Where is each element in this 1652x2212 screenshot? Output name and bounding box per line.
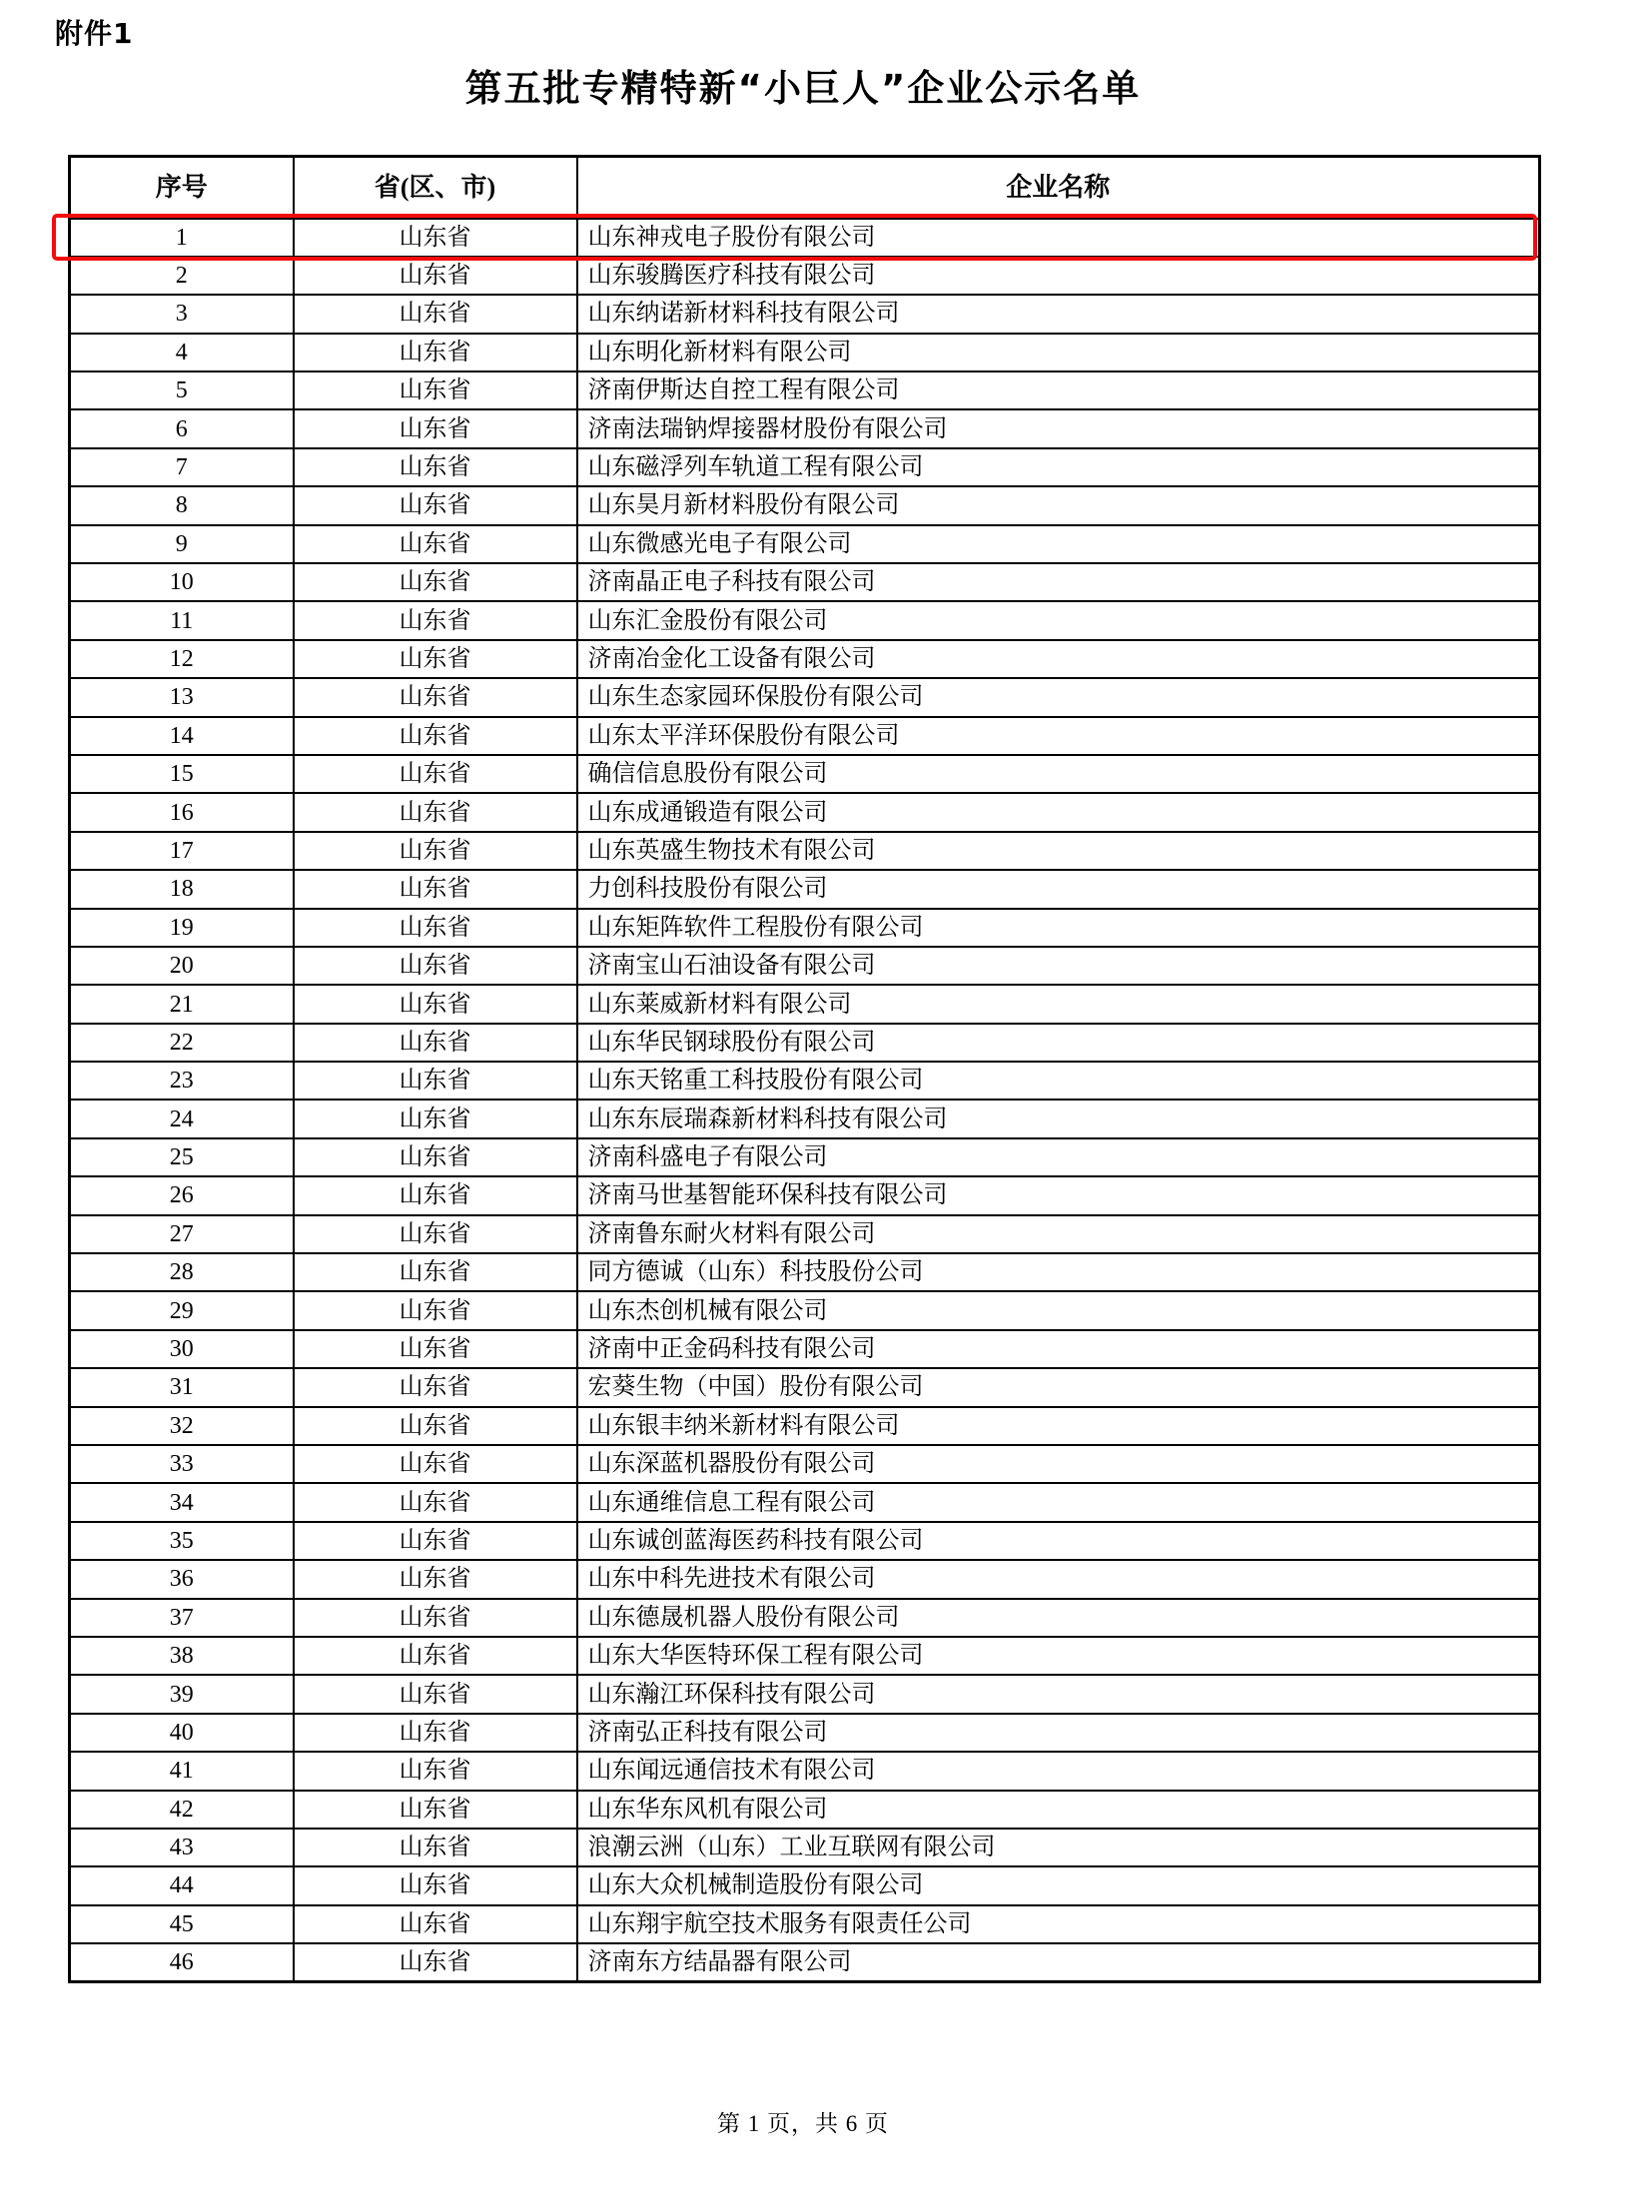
row-province-cell: 山东省 — [294, 1905, 577, 1943]
table-row — [70, 601, 1540, 639]
row-company-cell: 浪潮云洲（山东）工业互联网有限公司 — [577, 1829, 1540, 1866]
row-index-cell: 41 — [70, 1752, 294, 1790]
row-company-cell: 山东深蓝机器股份有限公司 — [577, 1445, 1540, 1483]
row-index-cell: 4 — [70, 334, 294, 371]
table-row — [70, 1215, 1540, 1253]
row-company-cell: 山东天铭重工科技股份有限公司 — [577, 1062, 1540, 1100]
row-index-cell: 9 — [70, 525, 294, 563]
table-row — [70, 371, 1540, 409]
row-index-cell: 20 — [70, 947, 294, 985]
row-index-cell: 11 — [70, 601, 294, 639]
row-company-cell: 山东闻远通信技术有限公司 — [577, 1752, 1540, 1790]
table-row — [70, 1291, 1540, 1329]
row-index-cell: 36 — [70, 1560, 294, 1598]
row-province-cell: 山东省 — [294, 1714, 577, 1752]
table-row — [70, 1943, 1540, 1981]
row-company-cell: 山东纳诺新材料科技有限公司 — [577, 295, 1540, 333]
row-index-cell: 40 — [70, 1714, 294, 1752]
row-province-cell: 山东省 — [294, 1829, 577, 1866]
table-row — [70, 1253, 1540, 1291]
row-province-cell: 山东省 — [294, 1291, 577, 1329]
row-company-cell: 山东华东风机有限公司 — [577, 1791, 1540, 1829]
row-index-cell: 42 — [70, 1791, 294, 1829]
row-company-cell: 山东大华医特环保工程有限公司 — [577, 1637, 1540, 1675]
row-index-cell: 18 — [70, 870, 294, 908]
table-row — [70, 525, 1540, 563]
row-company-cell: 济南弘正科技有限公司 — [577, 1714, 1540, 1752]
table-row — [70, 678, 1540, 716]
row-company-cell: 山东汇金股份有限公司 — [577, 601, 1540, 639]
row-province-cell: 山东省 — [294, 717, 577, 755]
row-company-cell: 济南晶正电子科技有限公司 — [577, 563, 1540, 601]
row-province-cell: 山东省 — [294, 985, 577, 1023]
row-company-cell: 同方德诚（山东）科技股份公司 — [577, 1253, 1540, 1291]
table-row — [70, 909, 1540, 947]
table-row — [70, 257, 1540, 295]
row-index-cell: 22 — [70, 1024, 294, 1062]
table-row — [70, 717, 1540, 755]
table-row — [70, 1062, 1540, 1100]
row-province-cell: 山东省 — [294, 1253, 577, 1291]
row-index-cell: 30 — [70, 1330, 294, 1368]
row-province-cell: 山东省 — [294, 448, 577, 486]
table-row — [70, 1675, 1540, 1713]
table-row — [70, 409, 1540, 447]
table-row — [70, 832, 1540, 870]
row-index-cell: 24 — [70, 1100, 294, 1137]
table-row — [70, 1100, 1540, 1137]
companies-table — [68, 155, 1541, 1983]
column-header-province: 省(区、市) — [294, 157, 577, 219]
row-index-cell: 44 — [70, 1866, 294, 1904]
table-row — [70, 1866, 1540, 1904]
row-company-cell: 济南鲁东耐火材料有限公司 — [577, 1215, 1540, 1253]
row-index-cell: 45 — [70, 1905, 294, 1943]
table-row — [70, 1176, 1540, 1214]
row-company-cell: 宏葵生物（中国）股份有限公司 — [577, 1368, 1540, 1406]
table-row — [70, 563, 1540, 601]
row-company-cell: 山东磁浮列车轨道工程有限公司 — [577, 448, 1540, 486]
table-row — [70, 985, 1540, 1023]
row-province-cell: 山东省 — [294, 1024, 577, 1062]
row-province-cell: 山东省 — [294, 1176, 577, 1214]
table-row — [70, 755, 1540, 793]
row-index-cell: 7 — [70, 448, 294, 486]
row-province-cell: 山东省 — [294, 1138, 577, 1176]
row-index-cell: 39 — [70, 1675, 294, 1713]
row-company-cell: 济南中正金码科技有限公司 — [577, 1330, 1540, 1368]
row-index-cell: 2 — [70, 257, 294, 295]
row-company-cell: 济南东方结晶器有限公司 — [577, 1943, 1540, 1981]
row-province-cell: 山东省 — [294, 1599, 577, 1637]
row-index-cell: 33 — [70, 1445, 294, 1483]
table-row — [70, 1024, 1540, 1062]
row-company-cell: 山东昊月新材料股份有限公司 — [577, 486, 1540, 524]
table-row — [70, 1905, 1540, 1943]
row-company-cell: 山东德晟机器人股份有限公司 — [577, 1599, 1540, 1637]
row-province-cell: 山东省 — [294, 947, 577, 985]
row-index-cell: 32 — [70, 1407, 294, 1445]
row-company-cell: 山东杰创机械有限公司 — [577, 1291, 1540, 1329]
row-company-cell: 山东翔宇航空技术服务有限责任公司 — [577, 1905, 1540, 1943]
row-company-cell: 山东生态家园环保股份有限公司 — [577, 678, 1540, 716]
row-index-cell: 43 — [70, 1829, 294, 1866]
row-province-cell: 山东省 — [294, 525, 577, 563]
table-header-row — [70, 157, 1540, 219]
row-province-cell: 山东省 — [294, 1675, 577, 1713]
table-row — [70, 295, 1540, 333]
table-row — [70, 870, 1540, 908]
page-number-footer: 第 1 页，共 6 页 — [717, 2111, 889, 2136]
row-province-cell: 山东省 — [294, 1560, 577, 1598]
row-province-cell: 山东省 — [294, 219, 577, 257]
row-index-cell: 5 — [70, 371, 294, 409]
row-index-cell: 23 — [70, 1062, 294, 1100]
row-company-cell: 山东明化新材料有限公司 — [577, 334, 1540, 371]
row-province-cell: 山东省 — [294, 1330, 577, 1368]
row-province-cell: 山东省 — [294, 1752, 577, 1790]
column-header-index: 序号 — [70, 157, 294, 219]
row-province-cell: 山东省 — [294, 1791, 577, 1829]
table-row — [70, 1368, 1540, 1406]
row-company-cell: 山东莱威新材料有限公司 — [577, 985, 1540, 1023]
row-province-cell: 山东省 — [294, 1368, 577, 1406]
row-index-cell: 25 — [70, 1138, 294, 1176]
column-header-company: 企业名称 — [577, 157, 1540, 219]
row-province-cell: 山东省 — [294, 1062, 577, 1100]
table-row — [70, 1407, 1540, 1445]
row-province-cell: 山东省 — [294, 334, 577, 371]
table-row — [70, 947, 1540, 985]
row-company-cell: 山东中科先进技术有限公司 — [577, 1560, 1540, 1598]
row-company-cell: 济南伊斯达自控工程有限公司 — [577, 371, 1540, 409]
row-index-cell: 29 — [70, 1291, 294, 1329]
table-row — [70, 1599, 1540, 1637]
row-index-cell: 3 — [70, 295, 294, 333]
row-company-cell: 山东矩阵软件工程股份有限公司 — [577, 909, 1540, 947]
table-row — [70, 1791, 1540, 1829]
row-index-cell: 16 — [70, 793, 294, 831]
row-company-cell: 山东东辰瑞森新材料科技有限公司 — [577, 1100, 1540, 1137]
row-province-cell: 山东省 — [294, 909, 577, 947]
row-index-cell: 17 — [70, 832, 294, 870]
row-province-cell: 山东省 — [294, 1483, 577, 1521]
table-row — [70, 1330, 1540, 1368]
row-index-cell: 34 — [70, 1483, 294, 1521]
table-row — [70, 640, 1540, 678]
row-index-cell: 21 — [70, 985, 294, 1023]
table-row — [70, 1829, 1540, 1866]
row-company-cell: 山东微感光电子有限公司 — [577, 525, 1540, 563]
row-company-cell: 山东华民钢球股份有限公司 — [577, 1024, 1540, 1062]
row-index-cell: 13 — [70, 678, 294, 716]
row-province-cell: 山东省 — [294, 486, 577, 524]
row-company-cell: 济南科盛电子有限公司 — [577, 1138, 1540, 1176]
row-province-cell: 山东省 — [294, 755, 577, 793]
row-province-cell: 山东省 — [294, 371, 577, 409]
row-province-cell: 山东省 — [294, 295, 577, 333]
row-index-cell: 27 — [70, 1215, 294, 1253]
row-index-cell: 38 — [70, 1637, 294, 1675]
row-province-cell: 山东省 — [294, 601, 577, 639]
attachment-label: 附件1 — [55, 17, 134, 50]
row-province-cell: 山东省 — [294, 870, 577, 908]
row-company-cell: 山东瀚江环保科技有限公司 — [577, 1675, 1540, 1713]
row-company-cell: 山东英盛生物技术有限公司 — [577, 832, 1540, 870]
row-province-cell: 山东省 — [294, 1943, 577, 1981]
table-row — [70, 1714, 1540, 1752]
table-row — [70, 448, 1540, 486]
row-index-cell: 19 — [70, 909, 294, 947]
row-company-cell: 山东银丰纳米新材料有限公司 — [577, 1407, 1540, 1445]
row-company-cell: 济南马世基智能环保科技有限公司 — [577, 1176, 1540, 1214]
table-row — [70, 1637, 1540, 1675]
row-company-cell: 济南法瑞钠焊接器材股份有限公司 — [577, 409, 1540, 447]
row-index-cell: 28 — [70, 1253, 294, 1291]
row-index-cell: 26 — [70, 1176, 294, 1214]
row-province-cell: 山东省 — [294, 1100, 577, 1137]
row-province-cell: 山东省 — [294, 257, 577, 295]
row-company-cell: 确信信息股份有限公司 — [577, 755, 1540, 793]
table-row — [70, 793, 1540, 831]
row-province-cell: 山东省 — [294, 832, 577, 870]
row-company-cell: 山东通维信息工程有限公司 — [577, 1483, 1540, 1521]
table-row — [70, 486, 1540, 524]
table-row — [70, 334, 1540, 371]
row-index-cell: 10 — [70, 563, 294, 601]
row-province-cell: 山东省 — [294, 1522, 577, 1560]
row-company-cell: 山东骏腾医疗科技有限公司 — [577, 257, 1540, 295]
row-province-cell: 山东省 — [294, 1866, 577, 1904]
row-province-cell: 山东省 — [294, 409, 577, 447]
row-index-cell: 14 — [70, 717, 294, 755]
row-index-cell: 46 — [70, 1943, 294, 1981]
row-index-cell: 6 — [70, 409, 294, 447]
table-row — [70, 1445, 1540, 1483]
row-index-cell: 35 — [70, 1522, 294, 1560]
row-company-cell: 山东大众机械制造股份有限公司 — [577, 1866, 1540, 1904]
page-title: 第五批专精特新“小巨人”企业公示名单 — [464, 67, 1142, 110]
row-index-cell: 12 — [70, 640, 294, 678]
row-company-cell: 济南宝山石油设备有限公司 — [577, 947, 1540, 985]
row-company-cell: 山东诚创蓝海医药科技有限公司 — [577, 1522, 1540, 1560]
row-province-cell: 山东省 — [294, 793, 577, 831]
row-company-cell: 力创科技股份有限公司 — [577, 870, 1540, 908]
row-province-cell: 山东省 — [294, 1445, 577, 1483]
table-row — [70, 219, 1540, 257]
row-company-cell: 山东成通锻造有限公司 — [577, 793, 1540, 831]
table-row — [70, 1138, 1540, 1176]
row-company-cell: 山东太平洋环保股份有限公司 — [577, 717, 1540, 755]
row-province-cell: 山东省 — [294, 1215, 577, 1253]
row-index-cell: 15 — [70, 755, 294, 793]
row-province-cell: 山东省 — [294, 1407, 577, 1445]
row-index-cell: 1 — [70, 219, 294, 257]
row-index-cell: 8 — [70, 486, 294, 524]
table-row — [70, 1560, 1540, 1598]
table-row — [70, 1522, 1540, 1560]
row-index-cell: 31 — [70, 1368, 294, 1406]
row-company-cell: 山东神戎电子股份有限公司 — [577, 219, 1540, 257]
row-company-cell: 济南冶金化工设备有限公司 — [577, 640, 1540, 678]
row-province-cell: 山东省 — [294, 1637, 577, 1675]
table-row — [70, 1483, 1540, 1521]
table-row — [70, 1752, 1540, 1790]
companies-table-container — [68, 155, 1538, 1983]
row-index-cell: 37 — [70, 1599, 294, 1637]
row-province-cell: 山东省 — [294, 678, 577, 716]
row-province-cell: 山东省 — [294, 563, 577, 601]
row-province-cell: 山东省 — [294, 640, 577, 678]
